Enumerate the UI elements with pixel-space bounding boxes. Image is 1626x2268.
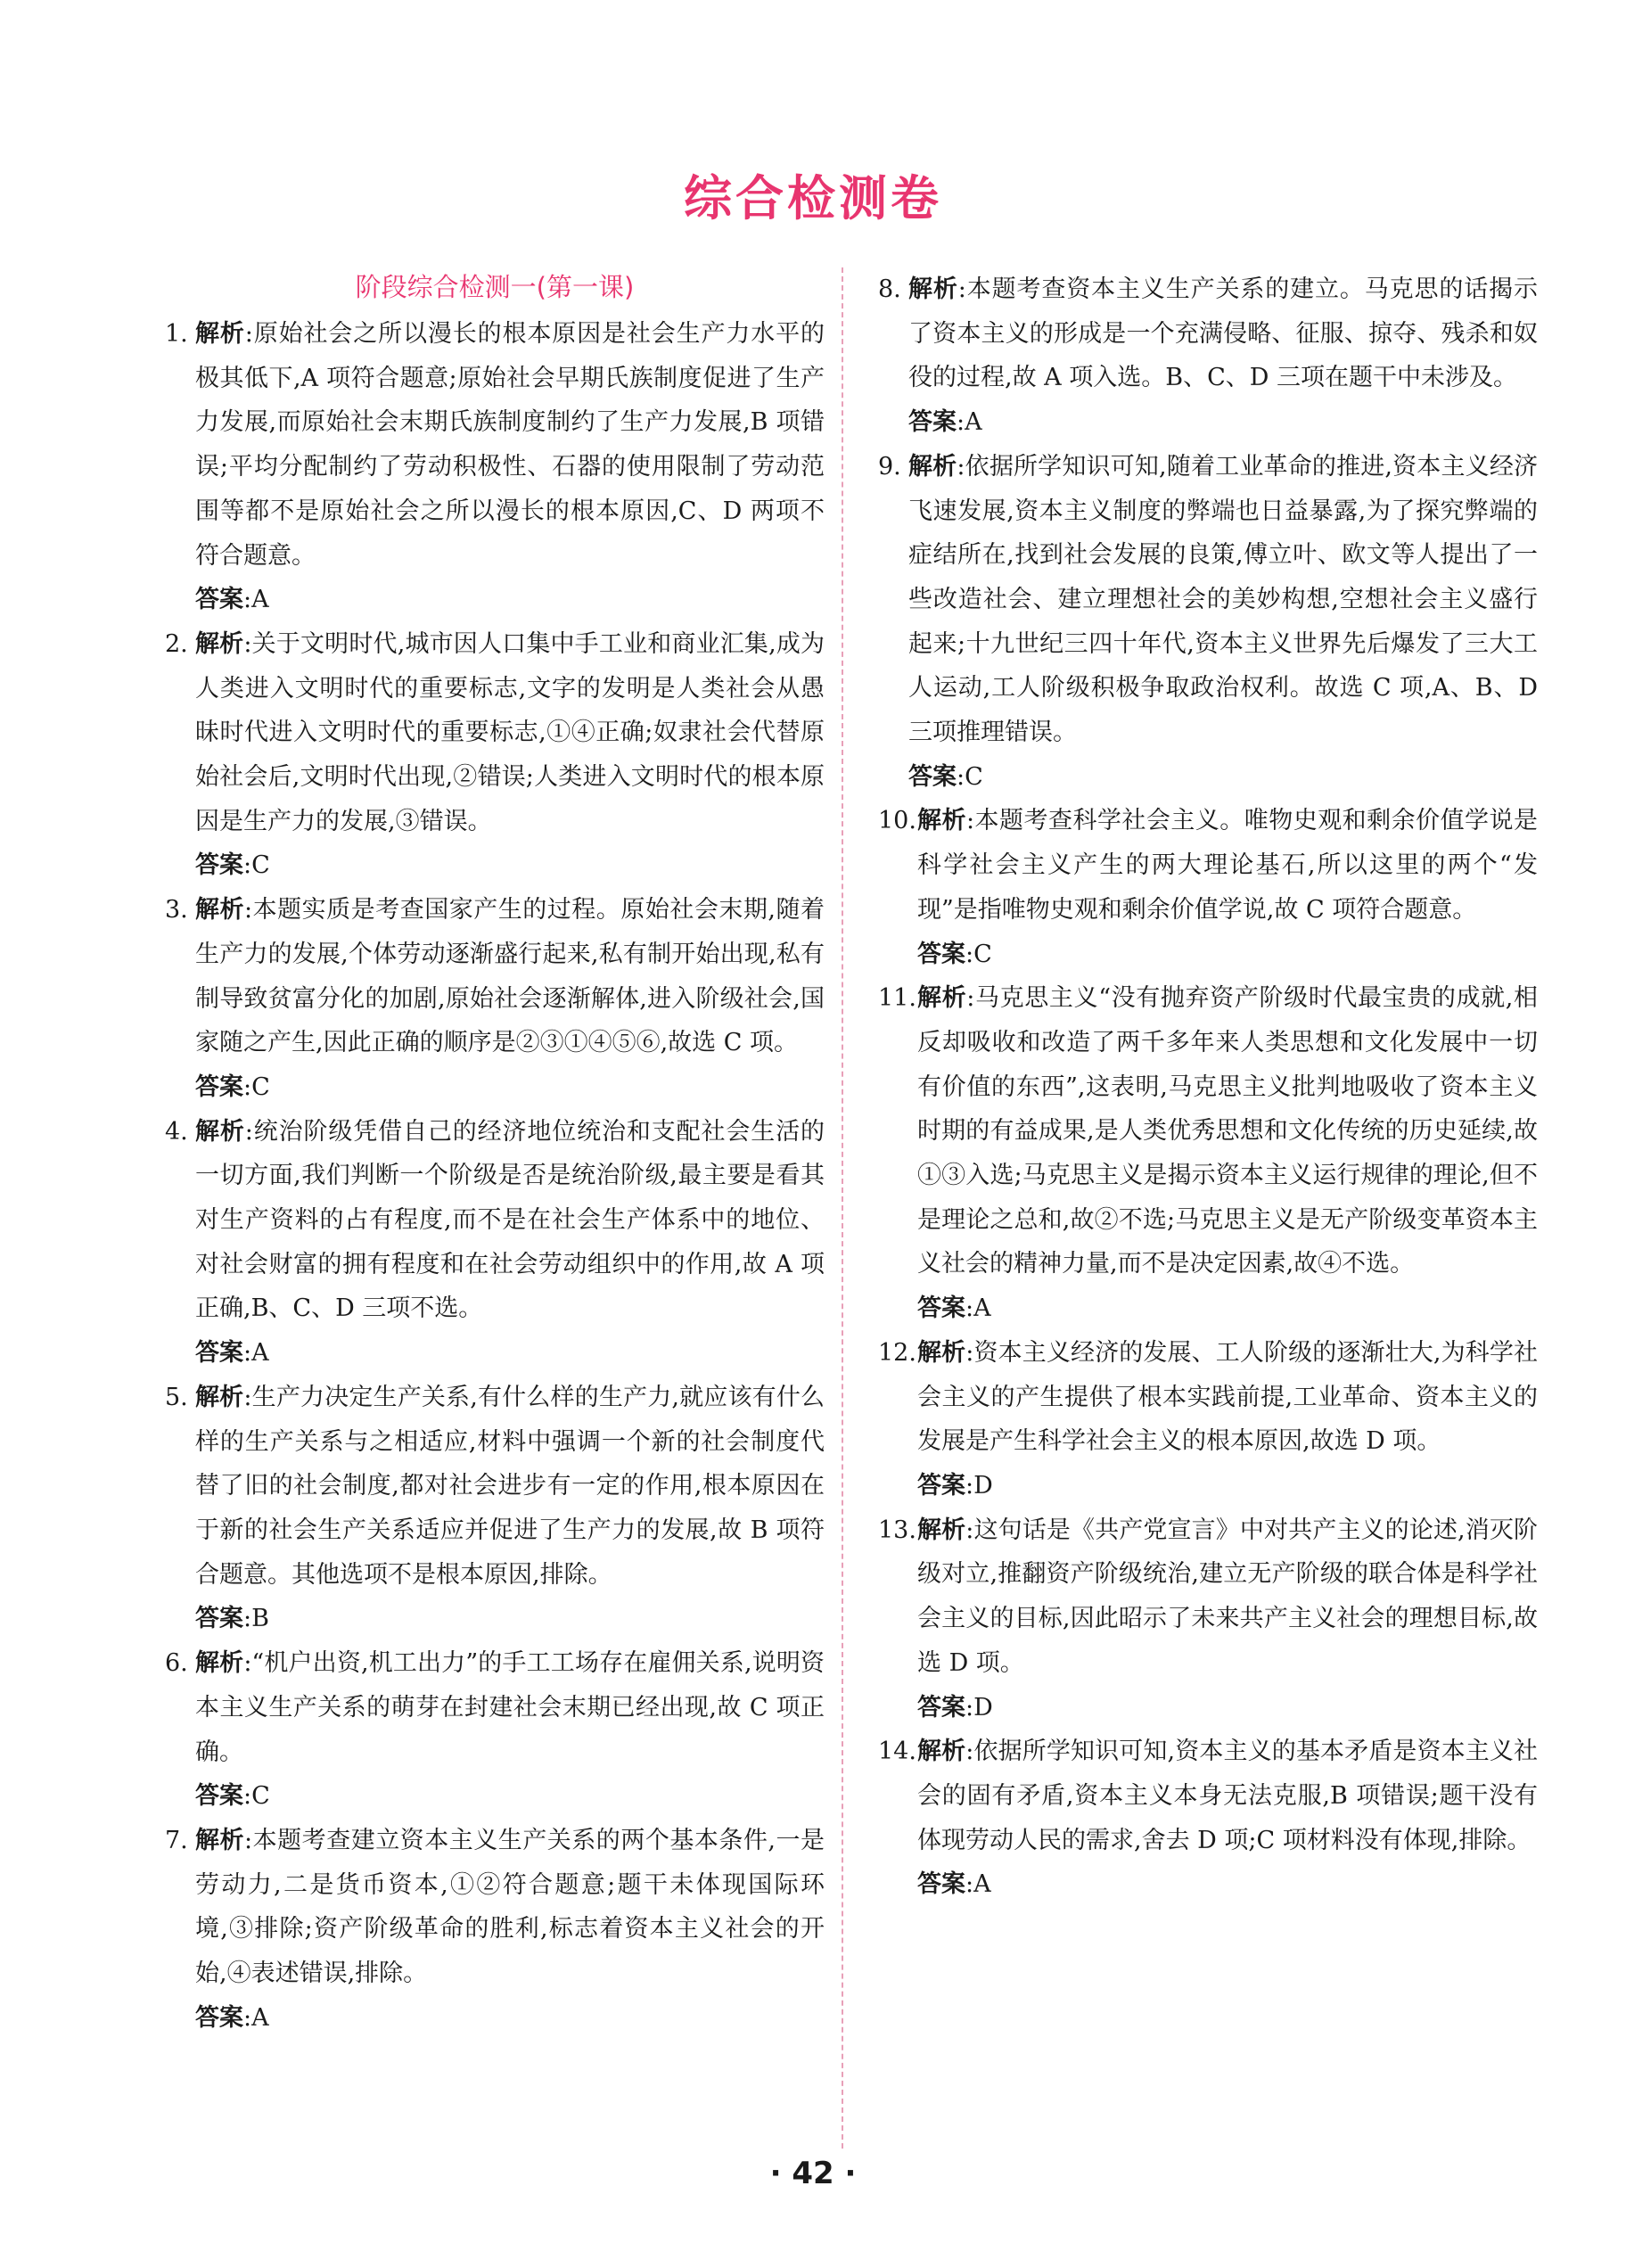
answer-value: A	[973, 1294, 991, 1323]
question-item	[165, 622, 825, 844]
answer-value: A	[251, 2003, 269, 2032]
question-number: 12.	[878, 1338, 916, 1367]
question-number: 9.	[878, 452, 901, 481]
analysis-text: 马克思主义“没有抛弃资产阶级时代最宝贵的成就,相反却吸收和改造了两千多年来人类思想和文化发展中一切有价值的东西”,这表明,马克思主义批判地吸收了资本主义时期的有益成果,是人类优秀思想和文化传统的历史延续,故①③入选;马克思主义是揭示资本主义运行规律的理论,但不是理论之总和,故②不选;马克思主义是无产阶级变革资本主义社会的精神力量,而不是决定因素,故④不选。	[917, 984, 1539, 1278]
answer-value: A	[251, 1339, 269, 1368]
page-number: · 42 ·	[769, 2156, 857, 2191]
question-number: 2.	[165, 629, 188, 658]
analysis-label: 解析	[908, 452, 957, 481]
answer-label: 答案	[917, 940, 965, 968]
analysis-label: 解析	[195, 1117, 245, 1146]
analysis-text: 本题考查建立资本主义生产关系的两个基本条件,一是劳动力,二是货币资本,①②符合题意;题干未体现国际环境,③排除;资产阶级革命的胜利,标志着资本主义社会的开始,④表述错误,排除。	[195, 1826, 825, 1988]
answer-value: A	[251, 586, 269, 614]
answer-label: 答案	[917, 1870, 965, 1899]
analysis-text: 生产力决定生产关系,有什么样的生产力,就应该有什么样的生产关系与之相适应,材料中强调一个新的社会制度代替了旧的社会制度,都对社会进步有一定的作用,根本原因在于新的社会生产关系适应并促进了生产力的发展,故 B 项符合题意。其他选项不是根本原因,排除。	[195, 1383, 825, 1589]
analysis-label: 解析	[917, 1338, 966, 1367]
answer-line	[165, 578, 825, 622]
answer-line	[165, 1996, 825, 2041]
question-item	[165, 1110, 825, 1332]
colon: :	[965, 1870, 974, 1899]
question-number: 8.	[878, 275, 901, 303]
analysis-label: 解析	[195, 629, 244, 658]
analysis-text: 原始社会之所以漫长的根本原因是社会生产力水平的极其低下,A 项符合题意;原始社会早期氏族制度促进了生产力发展,而原始社会末期氏族制度制约了生产力发展,B 项错误;平均分配制约了劳动积极性、石器的使用限制了劳动范围等都不是原始社会之所以漫长的根本原因,C、D 两项不符合题意。	[195, 320, 825, 570]
question-item	[878, 1331, 1538, 1464]
question-item	[878, 267, 1538, 400]
question-number: 13.	[878, 1516, 916, 1544]
analysis-text: 统治阶级凭借自己的经济地位统治和支配社会生活的一切方面,我们判断一个阶级是否是统治阶级,最主要是看其对生产资料的占有程度,而不是在社会生产体系中的地位、对社会财富的拥有程度和在社会劳动组织中的作用,故 A 项正确,B、C、D 三项不选。	[195, 1117, 825, 1323]
analysis-text: 关于文明时代,城市因人口集中手工业和商业汇集,成为人类进入文明时代的重要标志,文字的发明是人类社会从愚昧时代进入文明时代的重要标志,①④正确;奴隶社会代替原始社会后,文明时代出现,②错误;人类进入文明时代的根本原因是生产力的发展,③错误。	[195, 629, 825, 835]
question-number: 7.	[165, 1826, 188, 1854]
answer-line	[878, 933, 1538, 977]
answer-line	[165, 1597, 825, 1641]
colon: :	[965, 1516, 974, 1544]
question-item	[878, 799, 1538, 932]
colon: :	[244, 1826, 253, 1854]
analysis-text: 依据所学知识可知,随着工业革命的推进,资本主义经济飞速发展,资本主义制度的弊端也日益暴露,为了探究弊端的症结所在,找到社会发展的良策,傅立叶、欧文等人提出了一些改造社会、建立理想社会的美妙构想,空想社会主义盛行起来;十九世纪三四十年代,资本主义世界先后爆发了三大工人运动,工人阶级积极争取政治权利。故选 C 项,A、B、D 三项推理错误。	[908, 452, 1539, 747]
question-number: 1.	[165, 320, 188, 348]
analysis-label: 解析	[195, 896, 245, 924]
question-item	[878, 1730, 1538, 1862]
analysis-label: 解析	[195, 1383, 244, 1411]
colon: :	[965, 1693, 974, 1722]
question-item	[878, 445, 1538, 755]
answer-line	[165, 1774, 825, 1819]
colon: :	[243, 1782, 252, 1811]
column-divider	[842, 267, 843, 2149]
answer-value: C	[251, 1782, 270, 1811]
colon: :	[243, 2003, 252, 2032]
answer-label: 答案	[917, 1693, 965, 1722]
question-item	[878, 976, 1538, 1286]
analysis-label: 解析	[908, 275, 958, 303]
left-column	[165, 267, 825, 2040]
question-number: 10.	[878, 807, 916, 835]
colon: :	[243, 1072, 252, 1101]
answer-line	[165, 843, 825, 888]
analysis-label: 解析	[917, 807, 966, 835]
colon: :	[243, 1339, 252, 1368]
colon: :	[243, 1605, 252, 1633]
question-number: 3.	[165, 896, 188, 924]
colon: :	[243, 851, 252, 880]
answer-value: A	[965, 408, 982, 437]
analysis-text: 本题实质是考查国家产生的过程。原始社会末期,随着生产力的发展,个体劳动逐渐盛行起来,私有制开始出现,私有制导致贫富分化的加剧,原始社会逐渐解体,进入阶级社会,国家随之产生,因此正确的顺序是②③①④⑤⑥,故选 C 项。	[195, 896, 825, 1057]
answer-label: 答案	[195, 1605, 243, 1633]
page-title: 综合检测卷	[684, 169, 942, 226]
question-number: 11.	[878, 984, 916, 1013]
right-column	[878, 267, 1538, 1907]
question-item	[165, 888, 825, 1065]
colon: :	[957, 452, 965, 481]
answer-line	[878, 755, 1538, 800]
answer-label: 答案	[908, 408, 957, 437]
colon: :	[966, 984, 975, 1013]
answer-label: 答案	[908, 762, 957, 791]
colon: :	[965, 1338, 974, 1367]
question-number: 6.	[165, 1649, 188, 1678]
colon: :	[965, 1471, 974, 1500]
answer-line	[878, 1862, 1538, 1907]
colon: :	[244, 1117, 253, 1146]
colon: :	[965, 1738, 974, 1766]
colon: :	[957, 275, 966, 303]
colon: :	[965, 1294, 974, 1323]
answer-label: 答案	[195, 851, 243, 880]
analysis-text: 本题考查科学社会主义。唯物史观和剩余价值学说是科学社会主义产生的两大理论基石,所以这里的两个“发现”是指唯物史观和剩余价值学说,故 C 项符合题意。	[917, 807, 1539, 924]
analysis-text: 资本主义经济的发展、工人阶级的逐渐壮大,为科学社会主义的产生提供了根本实践前提,工业革命、资本主义的发展是产生科学社会主义的根本原因,故选 D 项。	[917, 1338, 1538, 1456]
answer-value: B	[251, 1605, 269, 1633]
colon: :	[957, 408, 965, 437]
answer-label: 答案	[195, 1782, 243, 1811]
question-item	[878, 1508, 1538, 1686]
analysis-label: 解析	[195, 320, 245, 348]
question-list-left	[165, 312, 825, 2040]
answer-label: 答案	[917, 1471, 965, 1500]
colon: :	[965, 940, 974, 968]
answer-label: 答案	[195, 1339, 243, 1368]
colon: :	[243, 1383, 252, 1411]
question-list-right	[878, 267, 1538, 1907]
answer-value: C	[965, 762, 983, 791]
question-item	[165, 312, 825, 578]
answer-line	[878, 1686, 1538, 1730]
answer-line	[878, 1286, 1538, 1331]
section-heading: 阶段综合检测一(第一课)	[355, 272, 635, 302]
answer-value: C	[251, 1072, 270, 1101]
answer-label: 答案	[195, 1072, 243, 1101]
colon: :	[244, 320, 253, 348]
analysis-text: 这句话是《共产党宣言》中对共产主义的论述,消灭阶级对立,推翻资产阶级统治,建立无产阶级的联合体是科学社会主义的目标,因此昭示了未来共产主义社会的理想目标,故选 D 项。	[917, 1516, 1538, 1677]
analysis-text: 本题考查资本主义生产关系的建立。马克思的话揭示了资本主义的形成是一个充满侵略、征服、掠夺、残杀和奴役的过程,故 A 项入选。B、C、D 三项在题干中未涉及。	[908, 275, 1539, 392]
answer-value: C	[973, 940, 992, 968]
question-number: 5.	[165, 1383, 188, 1411]
analysis-text: 依据所学知识可知,资本主义的基本矛盾是资本主义社会的固有矛盾,资本主义本身无法克服,B 项错误;题干没有体现劳动人民的需求,舍去 D 项;C 项材料没有体现,排除。	[917, 1738, 1538, 1854]
answer-label: 答案	[195, 586, 243, 614]
colon: :	[965, 807, 975, 835]
colon: :	[243, 629, 252, 658]
answer-line	[165, 1065, 825, 1110]
analysis-label: 解析	[917, 1738, 966, 1766]
answer-label: 答案	[195, 2003, 243, 2032]
answer-value: C	[251, 851, 270, 880]
answer-label: 答案	[917, 1294, 965, 1323]
answer-line	[165, 1331, 825, 1376]
question-item	[165, 1641, 825, 1774]
analysis-label: 解析	[195, 1826, 245, 1854]
colon: :	[243, 586, 252, 614]
analysis-label: 解析	[917, 984, 967, 1013]
analysis-text: “机户出资,机工出力”的手工工场存在雇佣关系,说明资本主义生产关系的萌芽在封建社会末期已经出现,故 C 项正确。	[195, 1649, 825, 1766]
question-number: 4.	[165, 1117, 188, 1146]
answer-value: D	[973, 1693, 993, 1722]
answer-value: A	[973, 1870, 991, 1899]
colon: :	[244, 896, 253, 924]
answer-line	[878, 1464, 1538, 1508]
answer-value: D	[973, 1471, 993, 1500]
analysis-label: 解析	[917, 1516, 966, 1544]
question-item	[165, 1819, 825, 1996]
colon: :	[957, 762, 965, 791]
colon: :	[243, 1649, 252, 1678]
analysis-label: 解析	[195, 1649, 244, 1678]
answer-line	[878, 400, 1538, 445]
question-item	[165, 1376, 825, 1598]
question-number: 14.	[878, 1738, 916, 1766]
